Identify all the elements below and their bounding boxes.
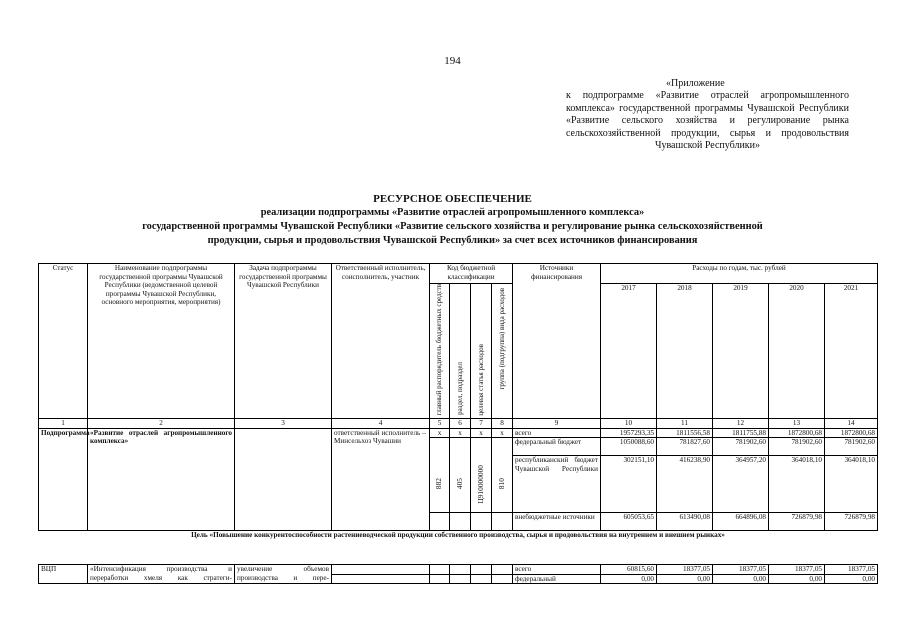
- value-cell: 1050088,60: [601, 438, 657, 456]
- value-cell: 0,00: [601, 574, 657, 584]
- header-year-2018: 2018: [657, 284, 713, 419]
- header-year-2020: 2020: [769, 284, 825, 419]
- subprogram-executor: ответственный исполнитель – Минсельхоз Чувашии: [332, 428, 430, 530]
- subprogram-status: Подпрограмма: [39, 428, 88, 530]
- col-number: 2: [88, 419, 235, 429]
- value-cell: 1872800,68: [769, 428, 825, 438]
- code-article: Ц910000000: [471, 456, 492, 513]
- header-row: [39, 264, 878, 284]
- value-cell: 664896,08: [713, 512, 769, 530]
- value-cell: 364018,10: [825, 456, 878, 513]
- subprogram-task: [235, 428, 332, 530]
- value-cell: 416238,90: [657, 456, 713, 513]
- table-row: [39, 428, 878, 438]
- title-line-2: реализации подпрограммы «Развитие отраслей агропромышленного комплекса»: [260, 207, 645, 218]
- source-cell: внебюджетные источники: [513, 512, 601, 530]
- source-cell: всего: [513, 564, 601, 574]
- source-cell: федеральный: [513, 574, 601, 584]
- header-code-kind: группа (подгруппа) вида расходов: [492, 284, 513, 419]
- title-line-3: государственной программы Чувашской Республики «Развитие сельского хозяйства и регулирование рынка сельскохозяйственной: [142, 221, 763, 232]
- code-cell: x: [450, 428, 471, 438]
- table-row: [39, 574, 878, 584]
- header-code-group: Код бюджетной классификации: [430, 264, 513, 284]
- vcp-task-line-2: производства и пере-: [235, 574, 332, 584]
- value-cell: 364957,20: [713, 456, 769, 513]
- col-number: 9: [513, 419, 601, 429]
- source-cell: всего: [513, 428, 601, 438]
- col-number: 14: [825, 419, 878, 429]
- value-cell: 1957293,35: [601, 428, 657, 438]
- header-executor: Ответственный исполнитель, соисполнитель, участник: [332, 264, 430, 419]
- code-grbs: 882: [430, 456, 450, 513]
- code-kind: 810: [492, 456, 513, 513]
- header-code-grbs: главный распорядитель бюджетных средств: [430, 284, 450, 419]
- vcp-name-line-1: «Интенсификация производства и: [88, 564, 235, 574]
- header-year-2021: 2021: [825, 284, 878, 419]
- col-number: 3: [235, 419, 332, 429]
- document-title: [0, 193, 905, 248]
- source-cell: республиканский бюджет Чувашской Республики: [513, 456, 601, 513]
- code-section: 405: [450, 456, 471, 513]
- value-cell: 0,00: [713, 574, 769, 584]
- header-year-2017: 2017: [601, 284, 657, 419]
- vcp-status: ВЦП: [39, 564, 88, 583]
- value-cell: 18377,05: [657, 564, 713, 574]
- col-number: 11: [657, 419, 713, 429]
- value-cell: 18377,05: [825, 564, 878, 574]
- value-cell: 18377,05: [769, 564, 825, 574]
- value-cell: 18377,05: [713, 564, 769, 574]
- goal-text: Цель «Повышение конкурентоспособности растениеводческой продукции собственного производства, сырья и продовольствия на внутреннем и внешнем рынках»: [39, 530, 878, 564]
- code-cell: x: [430, 428, 450, 438]
- value-cell: 781902,60: [769, 438, 825, 456]
- page-number: 194: [444, 55, 461, 67]
- header-year-2019: 2019: [713, 284, 769, 419]
- header-status: Статус: [39, 264, 88, 419]
- col-number: 13: [769, 419, 825, 429]
- value-cell: 781902,60: [713, 438, 769, 456]
- value-cell: 1811755,88: [713, 428, 769, 438]
- value-cell: 613490,08: [657, 512, 713, 530]
- value-cell: 726879,98: [769, 512, 825, 530]
- source-cell: федеральный бюджет: [513, 438, 601, 456]
- code-cell: x: [471, 428, 492, 438]
- table-row: [39, 564, 878, 574]
- vcp-task-line-1: увеличение объемов: [235, 564, 332, 574]
- appendix-first-line: «Приложение: [666, 78, 725, 89]
- header-sources: Источники финансирования: [513, 264, 601, 419]
- value-cell: 364018,10: [769, 456, 825, 513]
- col-number: 8: [492, 419, 513, 429]
- col-number: 4: [332, 419, 430, 429]
- col-number: 6: [450, 419, 471, 429]
- code-cell: x: [492, 428, 513, 438]
- col-number: 7: [471, 419, 492, 429]
- value-cell: 0,00: [825, 574, 878, 584]
- header-task: Задача подпрограммы государственной программы Чувашской Республики: [235, 264, 332, 419]
- title-line-1: РЕСУРСНОЕ ОБЕСПЕЧЕНИЕ: [373, 193, 532, 205]
- goal-row: [39, 530, 878, 564]
- value-cell: 1811556,58: [657, 428, 713, 438]
- appendix-note: [566, 78, 849, 152]
- value-cell: 0,00: [657, 574, 713, 584]
- header-code-section: раздел, подраздел: [450, 284, 471, 419]
- col-number: 10: [601, 419, 657, 429]
- subprogram-name: «Развитие отраслей агропромышленного комплекса»: [88, 428, 235, 530]
- vcp-name-line-2: переработки хмеля как стратеги-: [88, 574, 235, 584]
- value-cell: 60815,60: [601, 564, 657, 574]
- col-number: 1: [39, 419, 88, 429]
- col-number: 5: [430, 419, 450, 429]
- column-numbers-row: [39, 419, 878, 429]
- title-line-4: продукции, сырья и продовольствия Чувашской Республики» за счет всех источников финансирования: [207, 235, 698, 246]
- value-cell: 1872800,68: [825, 428, 878, 438]
- value-cell: 726879,98: [825, 512, 878, 530]
- header-code-article: целевая статья расходов: [471, 284, 492, 419]
- value-cell: 302151,10: [601, 456, 657, 513]
- value-cell: 781827,60: [657, 438, 713, 456]
- resource-table: [38, 263, 878, 584]
- appendix-body: к подпрограмме «Развитие отраслей агропромышленного комплекса» государственной программы Чувашской Республики «Развитие сельского хозяйства и регулирование рынка сельскохозяйственной продукции, сырья и продовольствия Чувашской Республики»: [566, 90, 849, 152]
- header-name: Наименование подпрограммы государственной программы Чувашской Республики (ведомственной целевой программы Чувашской Республики, основного мероприятия, мероприятия): [88, 264, 235, 419]
- value-cell: 0,00: [769, 574, 825, 584]
- col-number: 12: [713, 419, 769, 429]
- value-cell: 605053,65: [601, 512, 657, 530]
- value-cell: 781902,60: [825, 438, 878, 456]
- header-expenses: Расходы по годам, тыс. рублей: [601, 264, 878, 284]
